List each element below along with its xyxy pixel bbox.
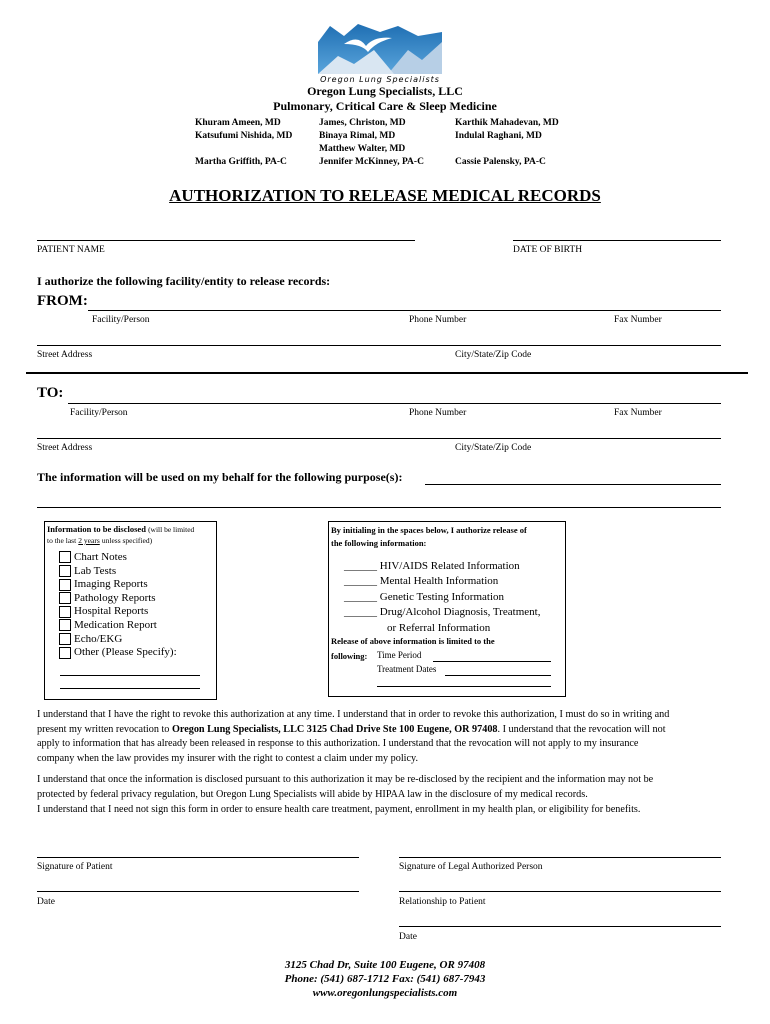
checkbox[interactable] — [59, 592, 71, 604]
option-label: Medication Report — [74, 618, 157, 631]
initial-blank[interactable]: ______ — [344, 590, 377, 603]
patient-date-field[interactable] — [37, 891, 359, 892]
footer — [0, 958, 770, 1000]
clinic-address-bold: Oregon Lung Specialists, LLC 3125 Chad Drive Ste 100 Eugene, OR 97408 — [171, 723, 498, 735]
doctor-name: Karthik Mahadevan, MD — [455, 118, 559, 128]
doctor-name: Matthew Walter, MD — [319, 144, 406, 154]
to-fax-label: Fax Number — [614, 408, 662, 418]
pathology-reports-option[interactable] — [59, 592, 177, 606]
option-label: HIV/AIDS Related Information — [379, 560, 520, 572]
org-name: Oregon Lung Specialists, LLC — [307, 84, 463, 98]
patient-name-field[interactable] — [37, 240, 415, 241]
legal-person-signature-label: Signature of Legal Authorized Person — [399, 862, 543, 872]
time-period-label: Time Period — [377, 650, 422, 660]
logo-text: Oregon Lung Specialists — [320, 75, 440, 84]
treatment-dates-field-2[interactable] — [377, 686, 551, 687]
authorize-text: I authorize the following facility/entity to release records: — [37, 274, 331, 288]
section-divider — [26, 372, 748, 374]
from-fax-label: Fax Number — [614, 315, 662, 325]
legal-line: I understand that once the information is disclosed pursuant to this authorization it may be re-disclosed by the recipient and the information may not be — [37, 774, 654, 786]
logo-graphic — [318, 20, 442, 74]
release-limit-text: Release of above information is limited to the — [331, 636, 495, 646]
hospital-reports-option[interactable] — [59, 605, 177, 619]
option-label: Genetic Testing Information — [379, 590, 505, 603]
echo-ekg-option[interactable] — [59, 633, 177, 647]
footer-address: 3125 Chad Dr, Suite 100 Eugene, OR 97408 — [284, 959, 486, 971]
option-label: Mental Health Information — [379, 575, 499, 588]
footer-phone: Phone: (541) 687-1712 Fax: (541) 687-7943 — [284, 973, 486, 985]
legal-person-date-field[interactable] — [399, 926, 721, 927]
info-box-limit-years: 2 years — [78, 536, 100, 545]
purpose-field-2[interactable] — [37, 507, 721, 508]
treatment-dates-label: Treatment Dates — [377, 664, 437, 674]
legal-line: apply to information that has already been released in response to this authorization. I understand that the revocation will not apply to my insurance — [37, 738, 639, 750]
to-phone-label: Phone Number — [409, 408, 467, 418]
checkbox[interactable] — [59, 579, 71, 591]
legal-line: I understand that I have the right to revoke this authorization at any time. I understand that in order to revoke this authorization, I must do so in writing and — [37, 709, 670, 720]
info-box-limit: (will be limited — [148, 525, 195, 534]
initial-blank[interactable]: ______ — [344, 575, 377, 588]
legal-text — [37, 708, 737, 817]
patient-date-label: Date — [37, 897, 55, 907]
initial-intro: the following information: — [331, 538, 427, 548]
checkbox[interactable] — [59, 551, 71, 563]
doctor-name: Indulal Raghani, MD — [455, 131, 542, 141]
relationship-field[interactable] — [399, 891, 721, 892]
legal-span: . I understand that the revocation will not — [497, 723, 666, 735]
relationship-label: Relationship to Patient — [399, 897, 486, 907]
doctor-name: Khuram Ameen, MD — [195, 118, 281, 128]
date-of-birth-field[interactable] — [513, 240, 721, 241]
imaging-reports-option[interactable] — [59, 578, 177, 592]
option-label: Chart Notes — [74, 551, 127, 563]
info-box-limit: unless specified) — [101, 536, 153, 545]
other-option[interactable] — [59, 646, 177, 660]
checkbox[interactable] — [59, 606, 71, 618]
legal-line: company when the law provides my insurer with the right to contest a claim under my policy. — [37, 752, 418, 764]
hiv-aids-option[interactable] — [344, 559, 540, 574]
option-label: Hospital Reports — [74, 605, 149, 618]
option-label: Lab Tests — [74, 564, 117, 577]
from-facility-label: Facility/Person — [92, 315, 150, 325]
option-label: Pathology Reports — [74, 591, 156, 604]
doctors-col-1 — [195, 117, 292, 169]
to-street-label: Street Address — [37, 443, 93, 453]
checkbox[interactable] — [59, 633, 71, 645]
initial-blank[interactable]: ______ — [344, 560, 377, 572]
org-subtitle: Pulmonary, Critical Care & Sleep Medicine — [273, 99, 497, 113]
chart-notes-option[interactable] — [59, 551, 177, 565]
from-phone-label: Phone Number — [409, 315, 467, 325]
option-label: Echo/EKG — [74, 632, 123, 645]
legal-person-signature-field[interactable] — [399, 857, 721, 858]
other-specify-field-1[interactable] — [60, 675, 200, 676]
to-address-field[interactable] — [37, 438, 721, 439]
patient-signature-field[interactable] — [37, 857, 359, 858]
doctor-name: Jennifer McKinney, PA-C — [319, 157, 424, 167]
option-label: Imaging Reports — [74, 578, 148, 591]
doctor-name: James, Christon, MD — [319, 118, 406, 128]
page-title: AUTHORIZATION TO RELEASE MEDICAL RECORDS — [169, 186, 601, 205]
date-of-birth-label: DATE OF BIRTH — [513, 245, 583, 255]
to-facility-label: Facility/Person — [70, 408, 128, 418]
from-city-label: City/State/Zip Code — [455, 350, 532, 360]
time-period-field[interactable] — [433, 661, 551, 662]
footer-website[interactable]: www.oregonlungspecialists.com — [312, 987, 458, 999]
checkbox[interactable] — [59, 647, 71, 659]
from-facility-field[interactable] — [88, 310, 721, 311]
to-label: TO: — [37, 385, 64, 401]
doctor-name: Binaya Rimal, MD — [319, 131, 396, 141]
information-disclosed-box — [44, 521, 217, 700]
doctors-col-3 — [455, 117, 559, 169]
legal-line: protected by federal privacy regulation, but Oregon Lung Specialists will abide by HIPAA law in the disclosure of my medical records. — [37, 788, 588, 800]
medication-report-option[interactable] — [59, 619, 177, 633]
release-limit-following: following: — [331, 651, 368, 661]
from-address-field[interactable] — [37, 345, 721, 346]
checkbox[interactable] — [59, 565, 71, 577]
initial-authorization-box — [328, 521, 566, 697]
purpose-field-1[interactable] — [425, 484, 721, 485]
doctor-name: Cassie Palensky, PA-C — [455, 157, 546, 167]
info-box-title: Information to be disclosed — [47, 524, 146, 534]
from-street-label: Street Address — [37, 350, 93, 360]
option-label: or Referral Information — [387, 621, 491, 634]
info-box-limit: to the last — [47, 536, 77, 545]
option-label: Drug/Alcohol Diagnosis, Treatment, — [379, 606, 541, 619]
initial-blank[interactable]: ______ — [344, 606, 377, 619]
option-label: Other (Please Specify): — [74, 646, 177, 659]
initial-intro: By initialing in the spaces below, I authorize release of — [331, 525, 527, 535]
checkbox[interactable] — [59, 619, 71, 631]
legal-person-date-label: Date — [399, 932, 417, 942]
legal-line — [37, 723, 737, 738]
drug-alcohol-option[interactable] — [344, 605, 540, 620]
doctor-name: Katsufumi Nishida, MD — [195, 131, 293, 141]
patient-name-label: PATIENT NAME — [37, 245, 105, 255]
legal-span: present my written revocation to — [37, 723, 170, 735]
other-specify-field-2[interactable] — [60, 688, 200, 689]
patient-signature-label: Signature of Patient — [37, 862, 113, 872]
logo — [318, 20, 442, 82]
purpose-text: The information will be used on my behalf for the following purpose(s): — [37, 470, 403, 484]
mental-health-option[interactable] — [344, 574, 540, 589]
legal-line: I understand that I need not sign this form in order to ensure health care treatment, payment, enrollment in my health plan, or eligibility for benefits. — [37, 803, 641, 815]
from-label: FROM: — [37, 293, 88, 309]
doctor-name: Martha Griffith, PA-C — [195, 157, 287, 167]
lab-tests-option[interactable] — [59, 565, 177, 579]
to-facility-field[interactable] — [68, 403, 721, 404]
to-city-label: City/State/Zip Code — [455, 443, 532, 453]
treatment-dates-field-1[interactable] — [445, 675, 551, 676]
doctors-col-2 — [319, 117, 424, 169]
genetic-testing-option[interactable] — [344, 590, 540, 605]
